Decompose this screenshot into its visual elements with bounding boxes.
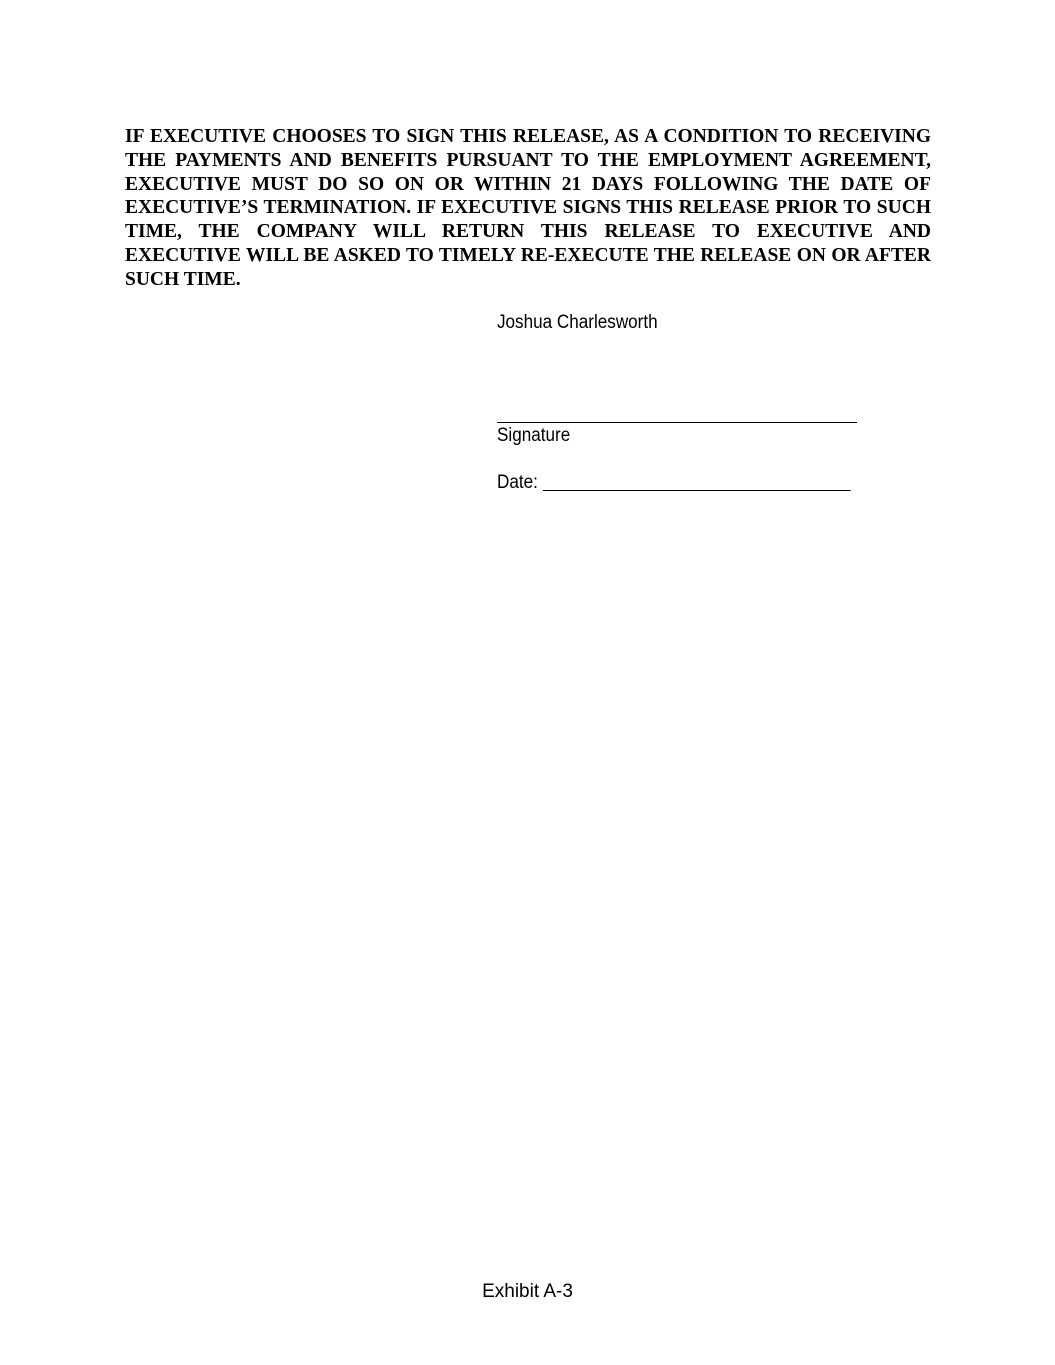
signature-block — [497, 310, 839, 493]
signature-label: Signature — [497, 425, 571, 446]
signer-name: Joshua Charlesworth — [497, 312, 658, 333]
page-footer: Exhibit A-3 — [482, 1281, 573, 1302]
date-row — [497, 467, 851, 496]
date-line — [543, 470, 851, 491]
release-notice-paragraph: IF EXECUTIVE CHOOSES TO SIGN THIS RELEASE, AS A CONDITION TO RECEIVING THE PAYMENTS AND BENEFITS PURSUANT TO THE EMPLOYMENT AGREEMENT, EXECUTIVE MUST DO SO ON OR WITHIN 21 DAYS FOLLOWING THE DATE OF EXECUTIVE’S TERMINATION. IF EXECUTIVE SIGNS THIS RELEASE PRIOR TO SUCH TIME, THE COMPANY WILL RETURN THIS RELEASE TO EXECUTIVE AND EXECUTIVE WILL BE ASKED TO TIMELY RE-EXECUTE THE RELEASE ON OR AFTER SUCH TIME. — [125, 126, 931, 290]
date-label: Date: — [497, 472, 538, 493]
